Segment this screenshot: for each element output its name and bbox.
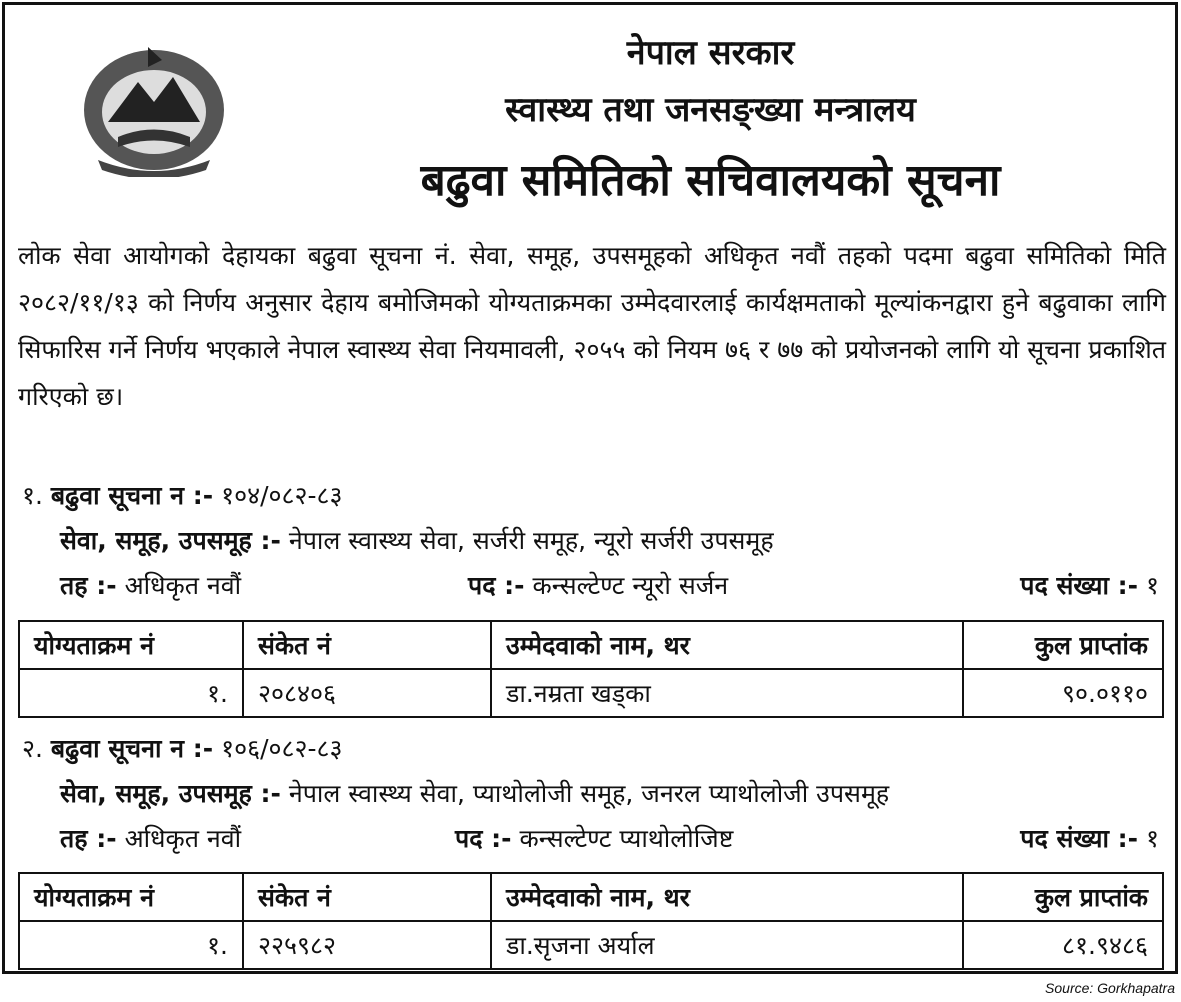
col-code: संकेत नं <box>243 621 491 669</box>
table-header-row <box>19 621 1163 669</box>
cell-name: डा.सृजना अर्याल <box>491 921 963 969</box>
cell-name: डा.नम्रता खड्का <box>491 669 963 717</box>
section-2-service-line: सेवा, समूह, उपसमूह :- नेपाल स्वास्थ्य सेवा, प्याथोलोजी समूह, जनरल प्याथोलोजी उपसमूह <box>60 779 890 808</box>
cell-rank: १. <box>19 921 243 969</box>
cell-code: २२५९८२ <box>243 921 491 969</box>
section-2-level: तह :- अधिकृत नवौं <box>60 824 242 853</box>
col-name: उम्मेदवाको नाम, थर <box>491 621 963 669</box>
section-2-post-count: पद संख्या :- १ <box>1020 824 1159 853</box>
section-2-notice-line: २. बढुवा सूचना न :- १०६/०८२-८३ <box>22 734 343 763</box>
cell-total: ८१.९४८६ <box>963 921 1163 969</box>
header-government: नेपाल सरकार <box>626 33 795 73</box>
table-row <box>19 921 1163 969</box>
col-rank: योग्यताक्रम नं <box>19 873 243 921</box>
cell-total: ९०.०११० <box>963 669 1163 717</box>
cell-rank: १. <box>19 669 243 717</box>
section-2-post: पद :- कन्सल्टेण्ट प्याथोलोजिष्ट <box>455 824 734 853</box>
col-total: कुल प्राप्तांक <box>963 873 1163 921</box>
table-header-row <box>19 873 1163 921</box>
cell-code: २०८४०६ <box>243 669 491 717</box>
section-1-notice-line: १. बढुवा सूचना न :- १०४/०८२-८३ <box>22 481 343 510</box>
nepal-emblem-icon <box>78 42 230 177</box>
header-ministry: स्वास्थ्य तथा जनसङ्ख्या मन्त्रालय <box>505 90 916 130</box>
col-code: संकेत नं <box>243 873 491 921</box>
notice-body: लोक सेवा आयोगको देहायका बढुवा सूचना नं. सेवा, समूह, उपसमूहको अधिकृत नवौं तहको पदमा बढुवा समितिको मिति २०८२/११/१३ को निर्णय अनुसार देहाय बमोजिमको योग्यताक्रमका उम्मेदवारलाई कार्यक्षमताको मूल्यांकनद्वारा हुने बढुवाका लागि सिफारिस गर्ने निर्णय भएकाले नेपाल स्वास्थ्य सेवा नियमावली, २०५५ को नियम ७६ र ७७ को प्रयोजनको लागि यो सूचना प्रकाशित गरिएको छ। <box>18 241 1166 411</box>
source-credit: Source: Gorkhapatra <box>1045 980 1175 996</box>
section-1-service-line: सेवा, समूह, उपसमूह :- नेपाल स्वास्थ्य सेवा, सर्जरी समूह, न्यूरो सर्जरी उपसमूह <box>60 526 774 555</box>
section-1-table <box>18 620 1164 718</box>
col-rank: योग्यताक्रम नं <box>19 621 243 669</box>
header-notice-title: बढुवा समितिको सचिवालयको सूचना <box>420 155 1001 206</box>
section-1-level: तह :- अधिकृत नवौं <box>60 571 242 600</box>
col-name: उम्मेदवाको नाम, थर <box>491 873 963 921</box>
section-1-post-count: पद संख्या :- १ <box>1020 571 1159 600</box>
table-row <box>19 669 1163 717</box>
section-2-table <box>18 872 1164 970</box>
section-1-post: पद :- कन्सल्टेण्ट न्यूरो सर्जन <box>468 571 729 600</box>
col-total: कुल प्राप्तांक <box>963 621 1163 669</box>
